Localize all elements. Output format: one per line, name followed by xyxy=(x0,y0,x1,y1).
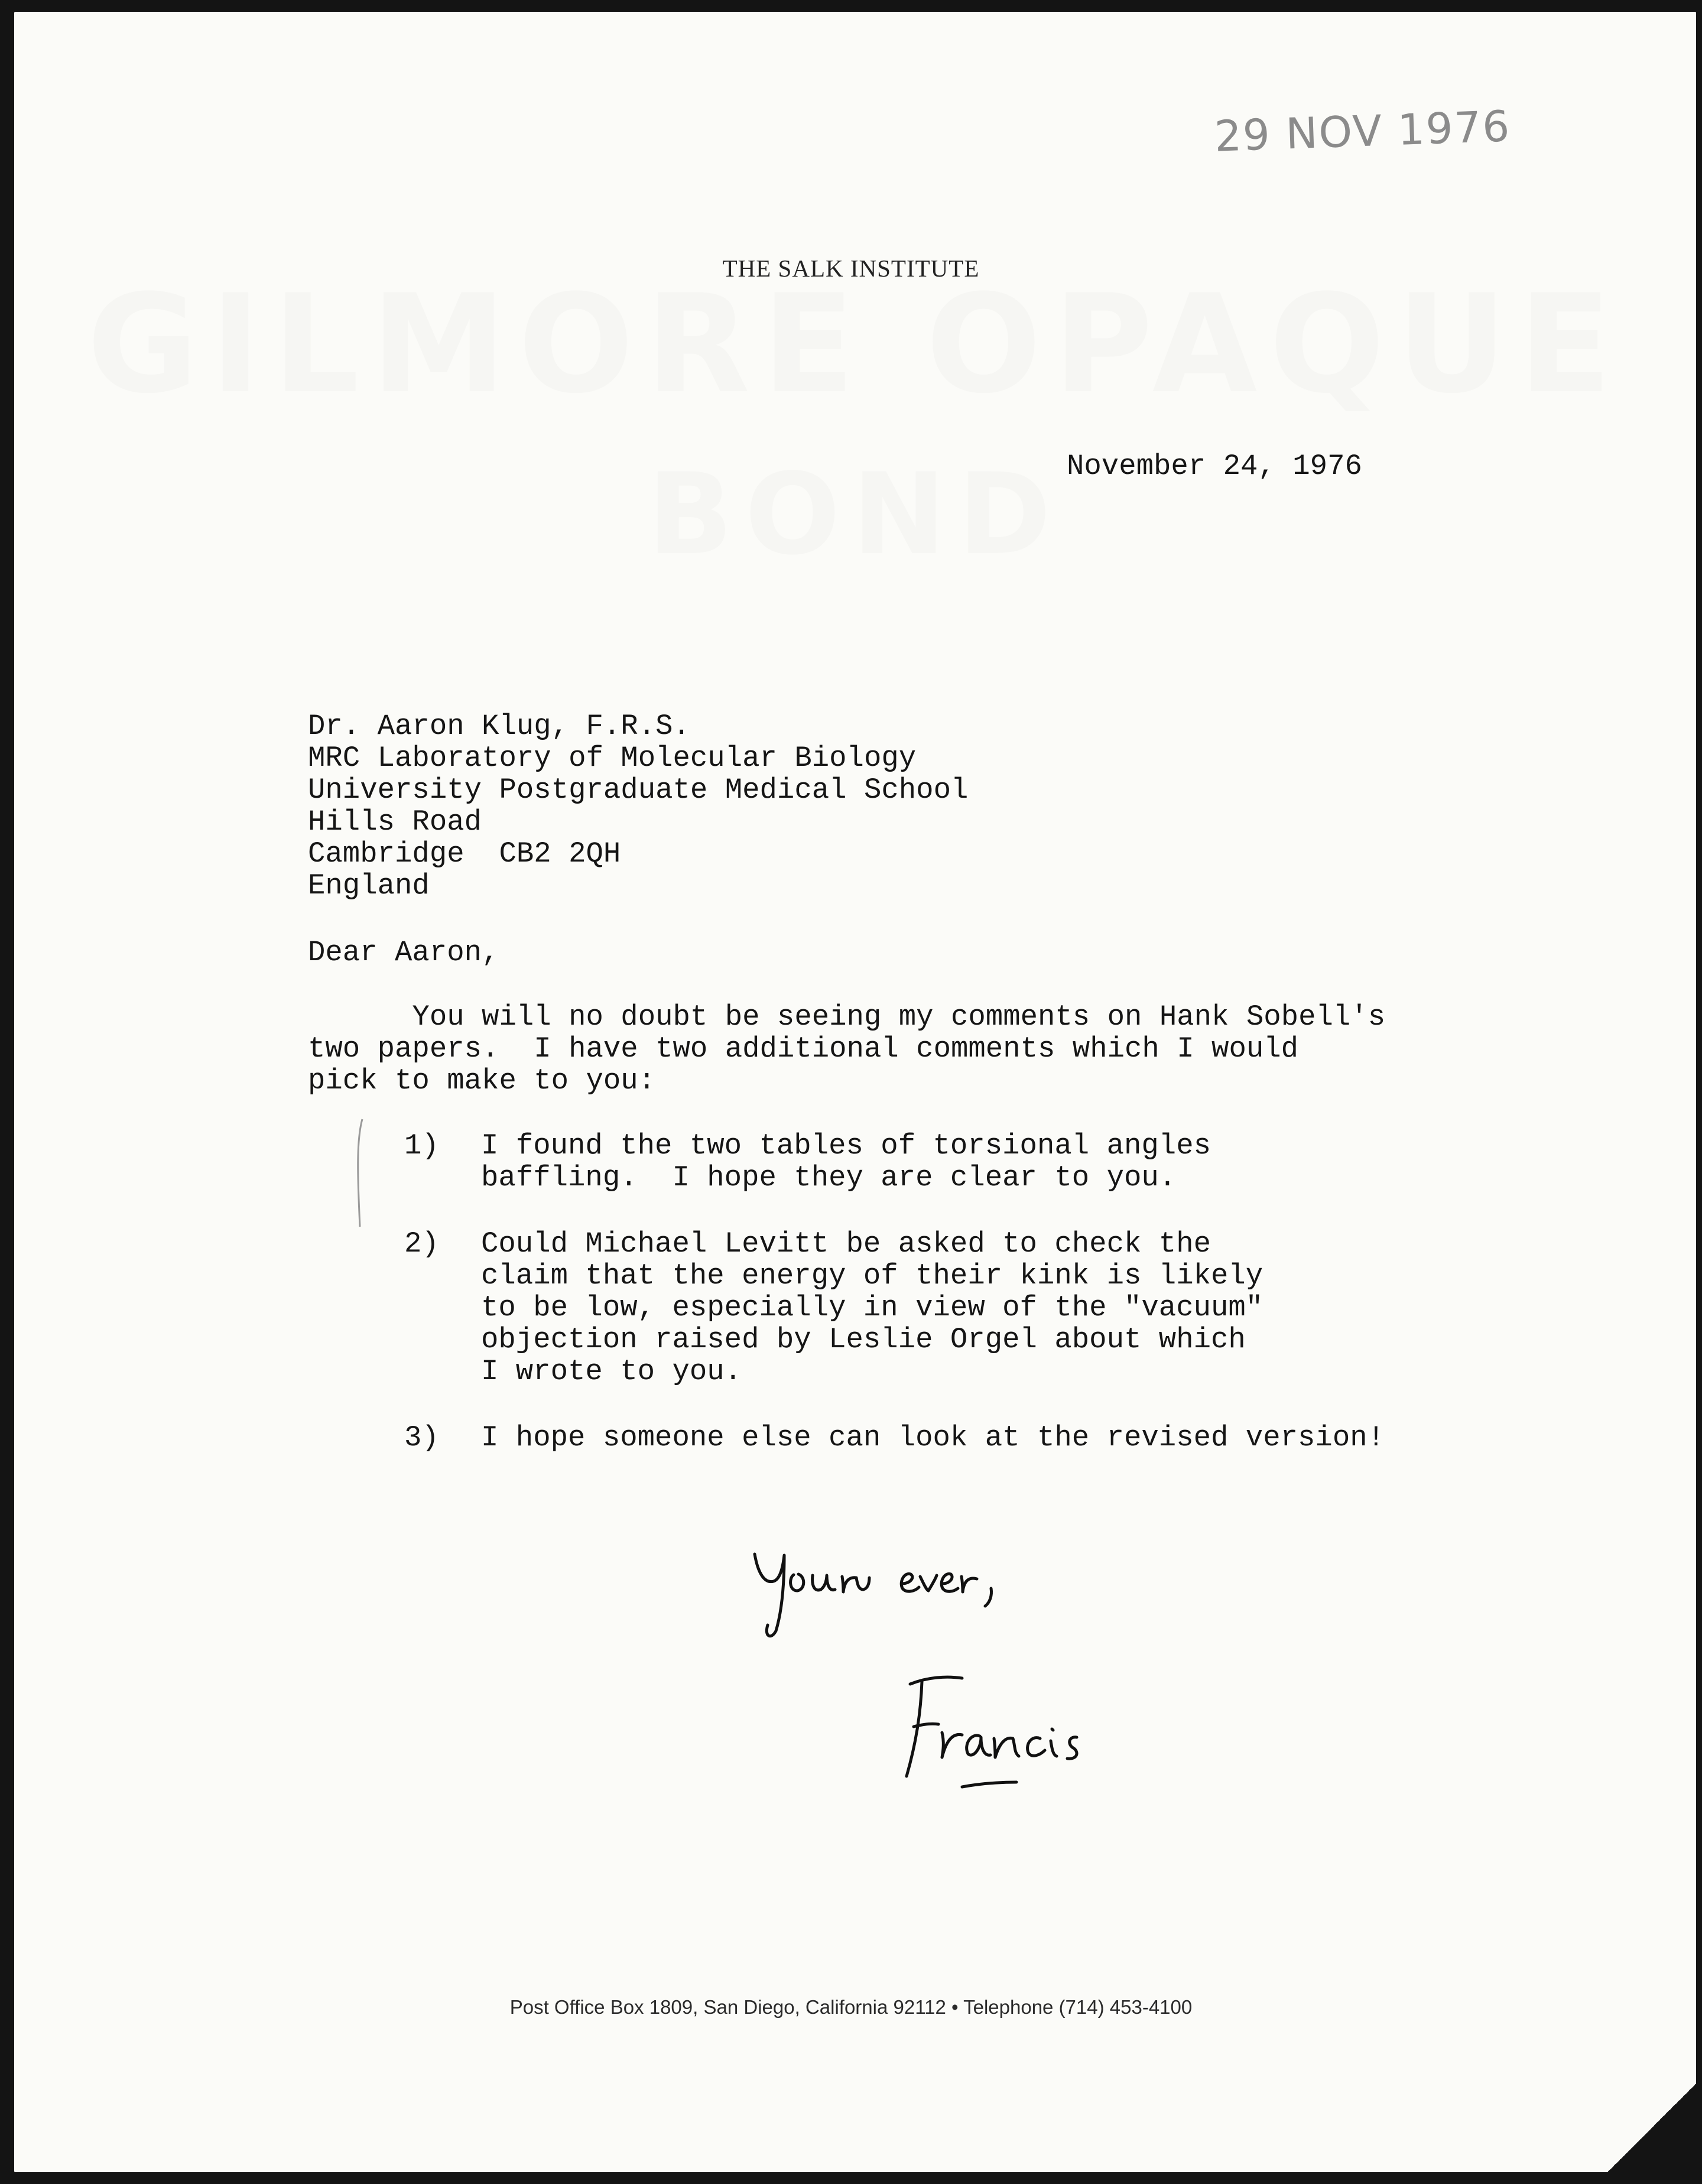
recipient-name: Dr. Aaron Klug, F.R.S. xyxy=(308,710,690,743)
margin-pencil-mark xyxy=(352,1117,369,1229)
list-item-number: 3) xyxy=(404,1421,439,1454)
list-item-text: I found the two tables of torsional angles baffling. I hope they are clear to you. xyxy=(481,1129,1211,1194)
paper-watermark-top xyxy=(14,266,1696,424)
recipient-line: Hills Road xyxy=(308,805,482,838)
list-item-number: 2) xyxy=(404,1227,439,1260)
recipient-line: University Postgraduate Medical School xyxy=(308,774,969,807)
letter-date: November 24, 1976 xyxy=(1067,450,1362,483)
recipient-line: Cambridge CB2 2QH xyxy=(308,837,621,870)
list-item xyxy=(404,1227,1263,1388)
handwritten-closing xyxy=(748,1542,1055,1643)
folded-corner xyxy=(1607,2084,1696,2172)
intro-paragraph: You will no doubt be seeing my comments on Hank Sobell's two papers. I have two additional comments which I would pick to make to you: xyxy=(308,1000,1386,1097)
footer-address: Post Office Box 1809, San Diego, California 92112 • Telephone (714) 453-4100 xyxy=(509,1996,1193,2018)
letterhead: THE SALK INSTITUTE xyxy=(722,255,980,282)
received-date-stamp: 29 NOV 1976 xyxy=(1213,101,1512,161)
paper-watermark-bottom xyxy=(14,449,1696,580)
recipient-address xyxy=(308,710,968,902)
list-item-number: 1) xyxy=(404,1129,439,1162)
handwritten-signature xyxy=(892,1660,1093,1796)
recipient-line: England xyxy=(308,869,430,902)
list-item xyxy=(404,1129,1211,1226)
list-item-text: Could Michael Levitt be asked to check the claim that the energy of their kink is likely to be low, especially in view of the "vacuum" objection raised by Leslie Orgel about which I wrote to you. xyxy=(481,1227,1263,1388)
list-item xyxy=(404,1421,1385,1517)
recipient-line: MRC Laboratory of Molecular Biology xyxy=(308,742,917,775)
list-item-text: I hope someone else can look at the revised version! xyxy=(481,1421,1385,1454)
salutation: Dear Aaron, xyxy=(308,936,499,969)
